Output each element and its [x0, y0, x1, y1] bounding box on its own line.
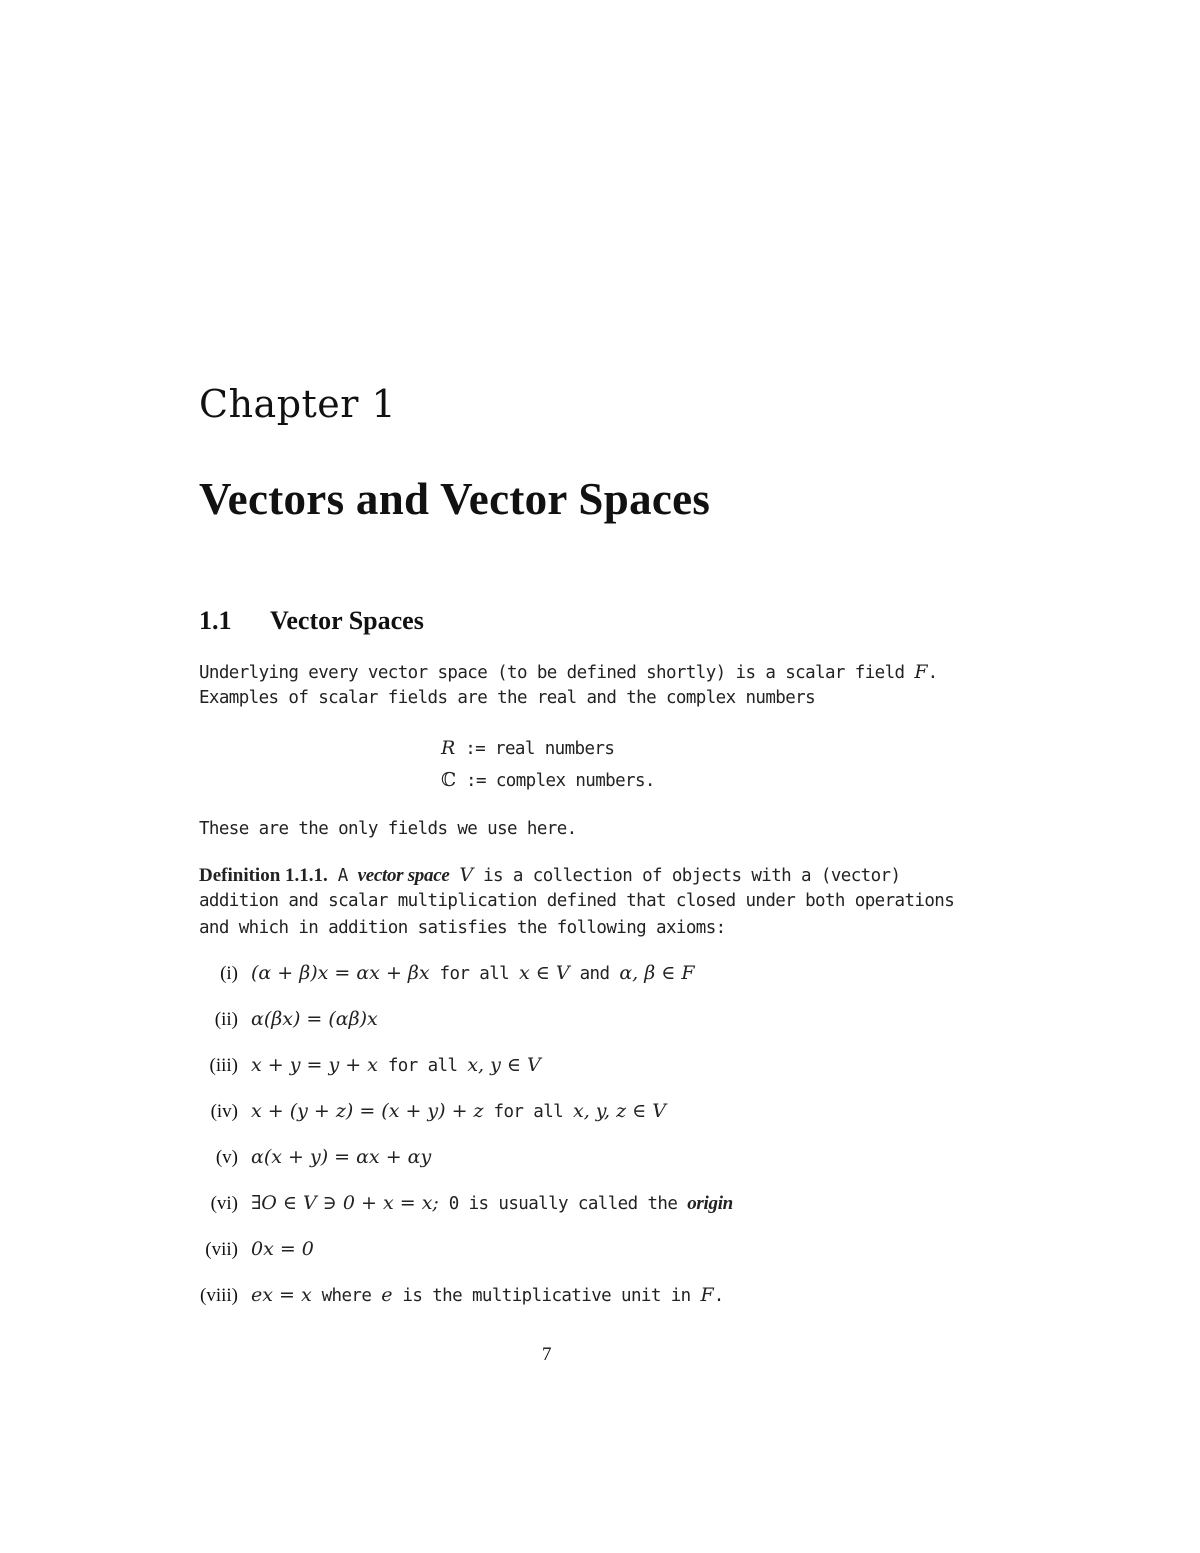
axiom-label: (viii) — [200, 1285, 238, 1306]
axiom-text: 0 is usually called the — [438, 1194, 688, 1214]
section-title: Vector Spaces — [270, 606, 424, 635]
display-complex — [441, 769, 655, 791]
complex-symbol: ℂ — [441, 769, 457, 791]
axiom-label: (vi) — [210, 1193, 238, 1214]
real-definition: := real numbers — [455, 739, 615, 759]
intro-line-1 — [199, 661, 938, 683]
axiom-body — [251, 1100, 666, 1122]
intro-line-2: Examples of scalar fields are the real and the complex numbers — [199, 688, 816, 708]
definition-text-1: is a collection of objects with a (vector) — [473, 866, 901, 886]
axiom-math: x + (y + z) = (x + y) + z — [251, 1100, 484, 1122]
axiom-text: for all — [483, 1102, 574, 1122]
section-heading — [199, 606, 424, 636]
axiom-math: (α + β)x = αx + βx — [251, 962, 430, 984]
page-number: 7 — [542, 1344, 552, 1365]
axiom-text: is the multiplicative unit in — [392, 1286, 701, 1306]
axiom-text: and — [569, 964, 620, 984]
axiom-body — [251, 1238, 314, 1260]
axiom-label: (ii) — [214, 1009, 238, 1030]
fields-note: These are the only fields we use here. — [199, 819, 577, 839]
axiom-math: x, y, z ∈ V — [573, 1100, 666, 1122]
section-number: 1.1 — [199, 606, 232, 635]
vector-space-symbol: V — [459, 864, 474, 886]
axiom-label: (v) — [215, 1147, 238, 1168]
axiom-math: F — [700, 1284, 714, 1306]
axiom-math: α(βx) = (αβ)x — [251, 1008, 378, 1030]
axiom-math: α, β ∈ F — [619, 962, 695, 984]
axiom-body — [251, 1192, 733, 1215]
axiom-math: ex = x — [251, 1284, 312, 1306]
axiom-math: α(x + y) = αx + αy — [251, 1146, 432, 1168]
scalar-field-symbol: F — [914, 661, 928, 683]
chapter-title: Vectors and Vector Spaces — [199, 474, 711, 524]
axiom-body — [251, 962, 695, 984]
axiom-label: (i) — [220, 963, 238, 984]
origin-term: origin — [687, 1193, 733, 1214]
axiom-text: . — [713, 1286, 724, 1306]
axiom-body — [251, 1146, 431, 1168]
axiom-text: where — [311, 1286, 382, 1306]
definition-line-2: addition and scalar multiplication defined that closed under both operations — [199, 891, 955, 911]
axiom-math: x, y ∈ V — [467, 1054, 541, 1076]
definition-article: A — [327, 866, 358, 886]
axiom-math: x ∈ V — [519, 962, 570, 984]
axiom-label: (iv) — [210, 1101, 238, 1122]
definition-line-3: and which in addition satisfies the following axioms: — [199, 918, 726, 938]
axiom-label: (vii) — [205, 1239, 238, 1260]
axiom-text: for all — [429, 964, 520, 984]
definition-line-1 — [199, 864, 900, 887]
real-symbol: R — [441, 737, 456, 759]
axiom-body — [251, 1054, 541, 1076]
axiom-body — [251, 1284, 724, 1306]
axiom-math: ∃O ∈ V ∋ 0 + x = x; — [251, 1192, 439, 1214]
axiom-body — [251, 1008, 378, 1030]
axiom-text: for all — [377, 1056, 468, 1076]
chapter-label: Chapter 1 — [199, 382, 397, 426]
axiom-label: (iii) — [209, 1055, 238, 1076]
intro-text: Underlying every vector space (to be defined shortly) is a scalar field — [199, 663, 915, 683]
axiom-math: 0x = 0 — [251, 1238, 314, 1260]
definition-term: vector space — [357, 865, 450, 886]
axiom-math: x + y = y + x — [251, 1054, 378, 1076]
display-real — [441, 737, 614, 759]
definition-label: Definition 1.1.1. — [199, 865, 328, 886]
axiom-math: e — [381, 1284, 393, 1306]
complex-definition: := complex numbers. — [456, 771, 655, 791]
intro-period: . — [927, 663, 938, 683]
